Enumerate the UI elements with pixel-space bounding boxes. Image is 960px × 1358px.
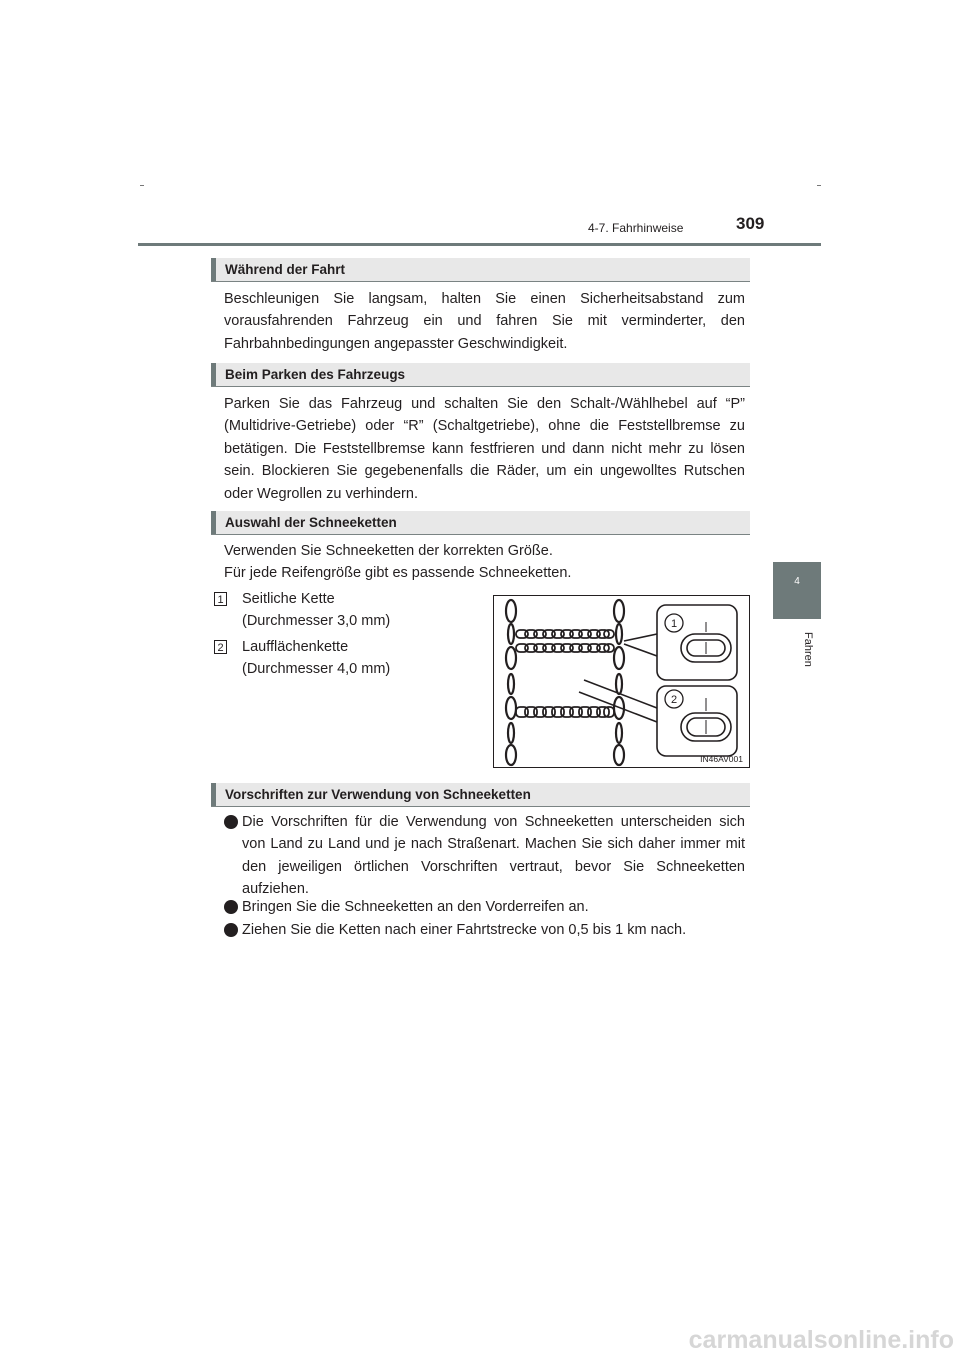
crop-mark [140, 185, 144, 186]
legend-number-2: 2 [214, 640, 227, 654]
section-heading-chain-selection [211, 511, 750, 535]
chapter-tab-label: Fahren [802, 632, 814, 667]
header-rule [138, 243, 821, 246]
watermark-logo [666, 1322, 956, 1356]
chain-size-line: Für jede Reifengröße gibt es passende Schneeketten. [224, 565, 572, 581]
legend-number-1: 1 [214, 592, 227, 606]
snow-chain-figure [493, 595, 750, 768]
bullet-icon [224, 900, 238, 914]
chain-size-line: Verwenden Sie Schneeketten der korrekten Größe. [224, 543, 553, 559]
bullet-icon [224, 815, 238, 829]
paragraph-driving: Beschleunigen Sie langsam, halten Sie einen Sicherheitsabstand zum vorausfahrenden Fahrzeug ein und fahren Sie mit verminderter, den Fahrbahnbedingungen angepasster Geschwindigkeit. [224, 291, 745, 352]
snow-chain-illustration [494, 596, 749, 767]
legend-text: (Durchmesser 4,0 mm) [242, 661, 391, 677]
heading-bar [211, 258, 216, 281]
callout-number-2: 2 [670, 694, 678, 706]
paragraph-parking: Parken Sie das Fahrzeug und schalten Sie den Schalt-/Wählhebel auf “P” (Multidrive-Getriebe) oder “R” (Schaltgetriebe), ohne die Feststellbremse zu betätigen. Die Feststellbremse kann festfrieren und dann nicht mehr zu lösen sein. Blockieren Sie gegebenenfalls die Räder, um ein ungewolltes Rutschen oder Wegrollen zu verhindern. [224, 396, 745, 502]
heading-bar [211, 783, 216, 806]
section-heading-text: Beim Parken des Fahrzeugs [225, 367, 406, 382]
section-heading-driving [211, 258, 750, 282]
bullet-text: Die Vorschriften für die Verwendung von Schneeketten unterscheiden sich von Land zu Land und je nach Straßenart. Machen Sie sich daher immer mit den jeweiligen örtlichen Vorschriften vertraut, bevor Sie Schneeketten aufziehen. [242, 814, 745, 898]
figure-code: IN46AV001 [700, 754, 743, 764]
page-number: 309 [736, 214, 765, 233]
section-heading-text: Vorschriften zur Verwendung von Schneeketten [225, 787, 531, 802]
section-heading-parking [211, 363, 750, 387]
heading-bar [211, 363, 216, 386]
running-header-section: 4-7. Fahrhinweise [588, 221, 684, 235]
section-heading-text: Auswahl der Schneeketten [225, 515, 397, 530]
chapter-tab-number: 4 [794, 576, 800, 587]
legend-text: Laufflächenkette [242, 639, 349, 655]
callout-number-1: 1 [670, 618, 678, 630]
watermark-text: carmanualsonline.info [688, 1326, 954, 1354]
bullet-text: Bringen Sie die Schneeketten an den Vorderreifen an. [242, 899, 589, 915]
legend-text: Seitliche Kette [242, 591, 335, 607]
section-heading-chain-regulations [211, 783, 750, 807]
legend-text: (Durchmesser 3,0 mm) [242, 613, 391, 629]
crop-mark [817, 185, 821, 186]
bullet-text: Ziehen Sie die Ketten nach einer Fahrtstrecke von 0,5 bis 1 km nach. [242, 922, 687, 938]
chapter-tab [773, 562, 821, 619]
section-heading-text: Während der Fahrt [225, 262, 346, 277]
bullet-icon [224, 923, 238, 937]
heading-bar [211, 511, 216, 534]
